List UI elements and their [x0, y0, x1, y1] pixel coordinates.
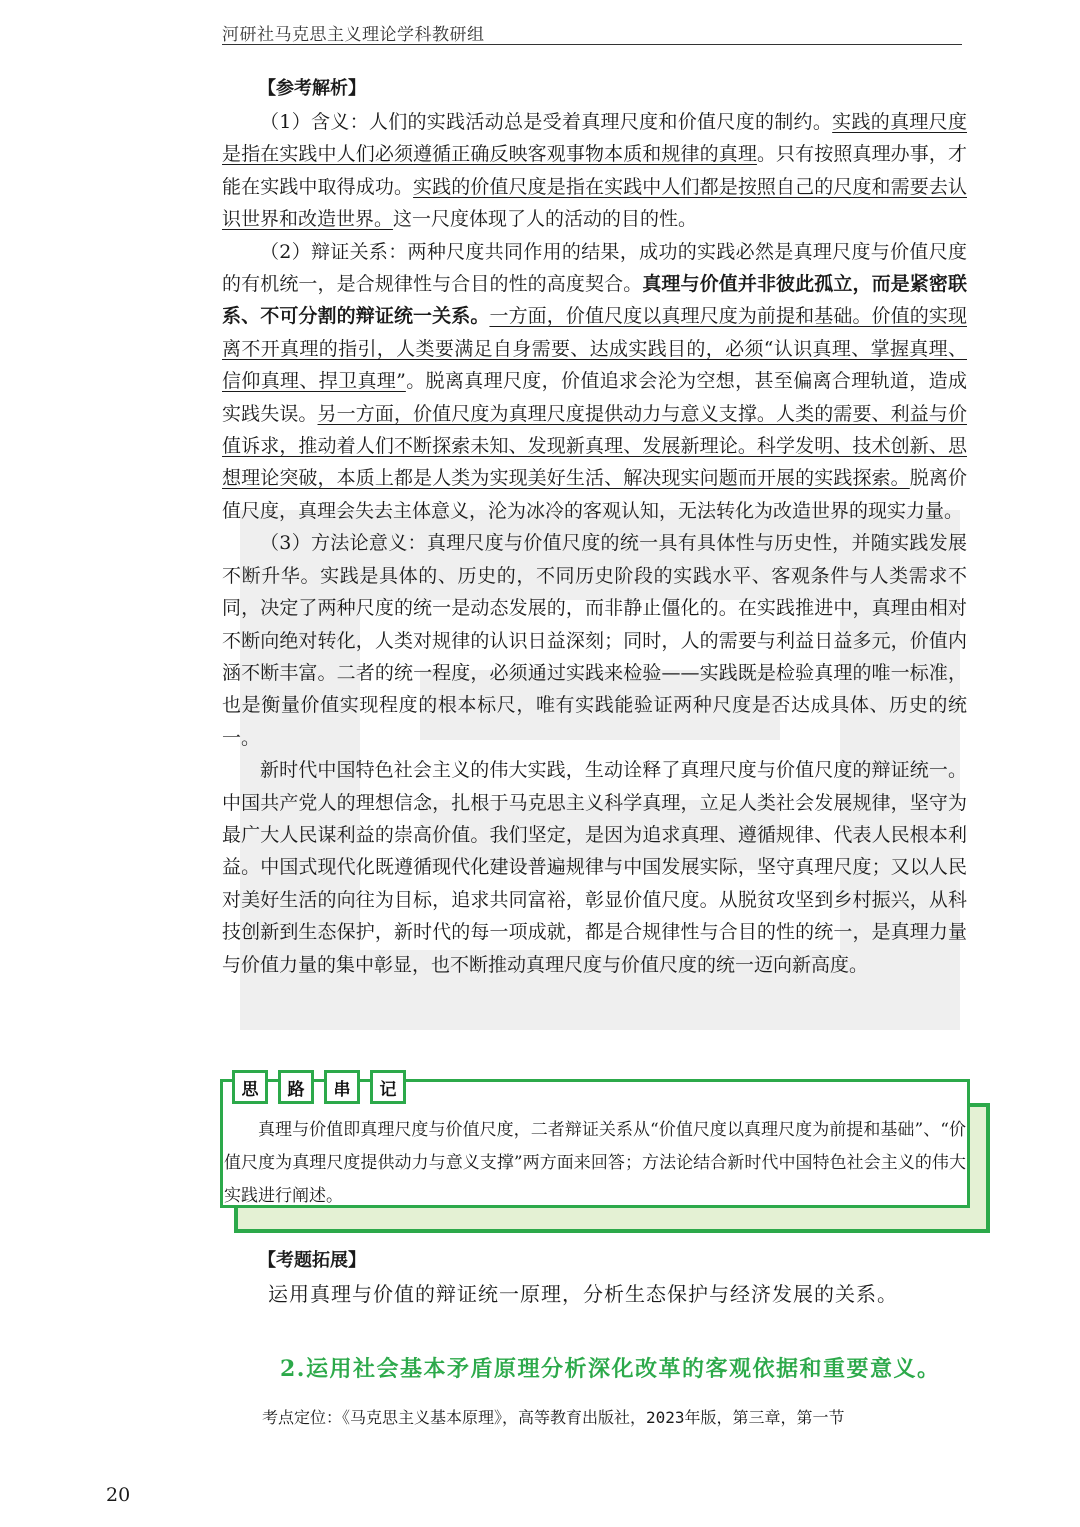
tag-chuan: 串: [324, 1070, 360, 1104]
p2-underlined-one: 一方面，价值尺度以真理尺度为前提和基础。价值的实现离不开真理的指引，人类要满足自身需要、达成实践目的，必须“认识真理、掌握真理、信仰真理、捍卫真理”: [222, 305, 967, 393]
exam-location: 考点定位：《马克思主义基本原理》，高等教育出版社，2023年版，第三章，第一节: [262, 1408, 845, 1427]
extension-text: 运用真理与价值的辩证统一原理，分析生态保护与经济发展的关系。: [268, 1282, 898, 1306]
p2-text-a: （2）辩证关系：两种尺度共同作用的结果，成功的实践必然是真理尺度与价值尺度的有机统一，是合规律性与合目的性的高度契合。: [222, 240, 967, 296]
section-title: 【参考解析】: [258, 78, 366, 99]
header-text: 河研社马克思主义理论学科教研组: [222, 25, 485, 45]
p1-text-a: （1）含义：人们的实践活动总是受着真理尺度和价值尺度的制约。: [260, 111, 833, 133]
p1-underlined-truth: 实践的真理尺度是指在实践中人们必须遵循正确反映客观事物本质和规律的真理: [222, 111, 967, 166]
idea-box-tags: [232, 1070, 406, 1104]
p2-text-f: 脱离价值尺度，真理会失去主体意义，沦为冰冷的客观认知，无法转化为改造世界的现实力量。: [222, 467, 967, 522]
page-number: 20: [106, 1484, 131, 1506]
tag-lu: 路: [278, 1070, 314, 1104]
paragraph-dialectic: [222, 236, 967, 528]
tag-si: 思: [232, 1070, 268, 1104]
main-content: [222, 72, 967, 981]
question-2-heading: 2.运用社会基本矛盾原理分析深化改革的客观依据和重要意义。: [280, 1356, 941, 1382]
paragraph-new-era: 新时代中国特色社会主义的伟大实践，生动诠释了真理尺度与价值尺度的辩证统一。中国共产党人的理想信念，扎根于马克思主义科学真理，立足人类社会发展规律，坚守为最广大人民谋利益的崇高价值。我们坚定，是因为追求真理、遵循规律、代表人民根本利益。中国式现代化既遵循现代化建设普遍规律与中国发展实际，坚守真理尺度；又以人民对美好生活的向往为目标，追求共同富裕，彰显价值尺度。从脱贫攻坚到乡村振兴，从科技创新到生态保护，新时代的每一项成就，都是合规律性与合目的性的统一，是真理力量与价值力量的集中彰显，也不断推动真理尺度与价值尺度的统一迈向新高度。: [222, 759, 967, 976]
p1-text-c: 。只有按照真理办事，才能在实践中取得成功。: [222, 143, 967, 198]
page-header: [222, 18, 962, 45]
tag-ji: 记: [370, 1070, 406, 1104]
extension-title: 【考题拓展】: [258, 1250, 366, 1271]
p2-underlined-two: 另一方面，价值尺度为真理尺度提供动力与意义支撑。人类的需要、利益与价值诉求，推动着人们不断探索未知、发现新真理、发展新理论。科学发明、技术创新、思想理论突破，本质上都是人类为实现美好生活、解决现实问题而开展的实践探索。: [222, 402, 967, 490]
idea-box-text: 真理与价值即真理尺度与价值尺度，二者辩证关系从“价值尺度以真理尺度为前提和基础”、“价值尺度为真理尺度提供动力与意义支撑”两方面来回答；方法论结合新时代中国特色社会主义的伟大实践进行阐述。: [224, 1120, 966, 1206]
p2-bold: 真理与价值并非彼此孤立，而是紧密联系、不可分割的辩证统一关系。: [222, 273, 967, 328]
p1-text-e: 这一尺度体现了人的活动的目的性。: [393, 208, 698, 231]
p1-underlined-value: 实践的价值尺度是指在实践中人们都是按照自己的尺度和需要去认识世界和改造世界。: [222, 175, 967, 231]
p2-text-d: 。脱离真理尺度，价值追求会沦为空想，甚至偏离合理轨道，造成实践失误。: [222, 370, 967, 425]
paragraph-meaning: [222, 106, 967, 236]
paragraph-methodology: （3）方法论意义：真理尺度与价值尺度的统一具有具体性与历史性，并随实践发展不断升华。实践是具体的、历史的，不同历史阶段的实践水平、客观条件与人类需求不同，决定了两种尺度的统一是动态发展的，而非静止僵化的。在实践推进中，真理由相对不断向绝对转化，人类对规律的认识日益深刻；同时，人的需要与利益日益多元，价值内涵不断丰富。二者的统一程度，必须通过实践来检验——实践既是检验真理的唯一标准，也是衡量价值实现程度的根本标尺，唯有实践能验证两种尺度是否达成具体、历史的统一。: [222, 532, 967, 749]
